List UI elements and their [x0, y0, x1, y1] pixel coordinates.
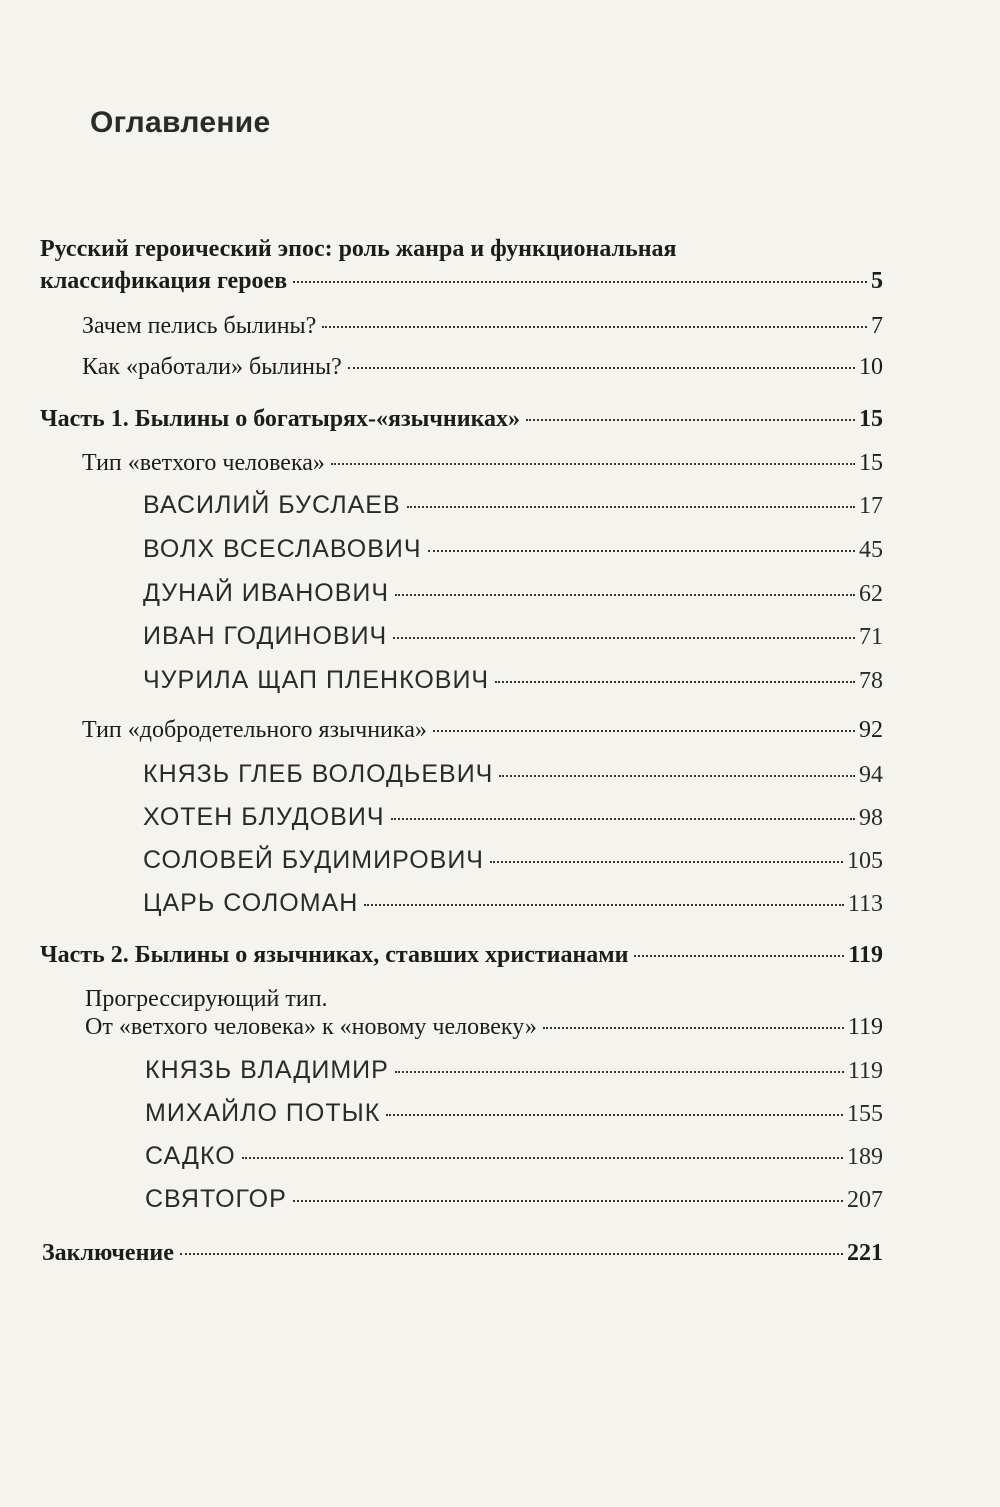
- page-title: Оглавление: [90, 106, 271, 139]
- toc-page-number: 78: [859, 668, 883, 694]
- toc-page-number: 113: [847, 891, 883, 917]
- toc-entry-hero[interactable]: [143, 622, 883, 651]
- toc-entry-label: Тип «добродетельного язычника»: [82, 717, 427, 743]
- toc-entry-label: ЦАРЬ СОЛОМАН: [143, 889, 359, 917]
- toc-entry-label: Тип «ветхого человека»: [82, 450, 325, 476]
- leader-dots: [490, 861, 843, 863]
- toc-page-number: 119: [848, 942, 883, 968]
- toc-entry-intro-line1: Русский героический эпос: роль жанра и функциональная: [40, 236, 677, 262]
- toc-entry-hero[interactable]: [143, 846, 883, 875]
- toc-page-number: 15: [859, 406, 883, 432]
- toc-entry-hero[interactable]: [145, 1056, 883, 1085]
- leader-dots: [393, 637, 855, 639]
- toc-entry-label: Заключение: [42, 1240, 174, 1266]
- leader-dots: [543, 1027, 844, 1029]
- toc-entry-hero[interactable]: [143, 666, 883, 695]
- leader-dots: [499, 775, 855, 777]
- toc-entry-label: ЧУРИЛА ЩАП ПЛЕНКОВИЧ: [143, 666, 490, 694]
- leader-dots: [348, 367, 855, 369]
- toc-page-number: 98: [859, 805, 883, 831]
- toc-page-number: 189: [847, 1144, 883, 1170]
- toc-entry-hero[interactable]: [145, 1185, 883, 1214]
- leader-dots: [395, 1071, 844, 1073]
- toc-entry-how-worked[interactable]: [82, 354, 883, 381]
- toc-entry-label: ДУНАЙ ИВАНОВИЧ: [143, 579, 390, 607]
- toc-entry-label: СВЯТОГОР: [145, 1185, 287, 1213]
- leader-dots: [407, 506, 855, 508]
- toc-entry-progressive-line1: Прогрессирующий тип.: [85, 986, 328, 1012]
- leader-dots: [331, 463, 855, 465]
- toc-page-number: 92: [859, 717, 883, 743]
- toc-page-number: 71: [859, 624, 883, 650]
- toc-entry-hero[interactable]: [143, 535, 883, 564]
- leader-dots: [322, 326, 867, 328]
- toc-page-number: 15: [859, 450, 883, 476]
- toc-entry-type-old[interactable]: [82, 450, 883, 477]
- toc-page-number: 7: [871, 313, 883, 339]
- toc-entry-label: ИВАН ГОДИНОВИЧ: [143, 622, 388, 650]
- toc-entry-label: Зачем пелись былины?: [82, 313, 317, 339]
- leader-dots: [634, 955, 844, 957]
- toc-entry-label: Часть 1. Былины о богатырях-«язычниках»: [40, 406, 521, 432]
- toc-entry-type-progressive[interactable]: [85, 1014, 883, 1041]
- toc-page-number: 155: [847, 1101, 883, 1127]
- leader-dots: [180, 1253, 843, 1255]
- leader-dots: [242, 1157, 843, 1159]
- toc-entry-label: СОЛОВЕЙ БУДИМИРОВИЧ: [143, 846, 484, 874]
- toc-entry-label: ВОЛХ ВСЕСЛАВОВИЧ: [143, 535, 422, 563]
- leader-dots: [386, 1114, 843, 1116]
- leader-dots: [293, 281, 867, 283]
- leader-dots: [495, 681, 855, 683]
- toc-entry-label: МИХАЙЛО ПОТЫК: [145, 1099, 381, 1127]
- toc-page-number: 119: [847, 1058, 883, 1084]
- leader-dots: [395, 594, 855, 596]
- toc-entry-type-virtuous[interactable]: [82, 717, 883, 744]
- toc-entry-hero[interactable]: [143, 579, 883, 608]
- toc-entry-intro[interactable]: [40, 268, 883, 295]
- toc-page-number: 45: [859, 537, 883, 563]
- toc-page-number: 221: [847, 1240, 883, 1266]
- toc-entry-hero[interactable]: [145, 1099, 883, 1128]
- toc-entry-hero[interactable]: [143, 889, 883, 918]
- toc-entry-label: Как «работали» былины?: [82, 354, 342, 380]
- toc-entry-hero[interactable]: [143, 491, 883, 520]
- leader-dots: [428, 550, 855, 552]
- toc-page-number: 5: [871, 268, 883, 294]
- toc-page-number: 10: [859, 354, 883, 380]
- toc-entry-label: классификация героев: [40, 268, 288, 294]
- toc-page-number: 119: [847, 1014, 883, 1040]
- toc-entry-part2[interactable]: [40, 942, 883, 969]
- toc-entry-hero[interactable]: [145, 1142, 883, 1171]
- leader-dots: [433, 730, 855, 732]
- toc-entry-label: Часть 2. Былины о язычниках, ставших христианами: [40, 942, 629, 968]
- leader-dots: [364, 904, 844, 906]
- toc-page-number: 94: [859, 762, 883, 788]
- toc-entry-hero[interactable]: [143, 803, 883, 832]
- toc-entry-label: От «ветхого человека» к «новому человеку»: [85, 1014, 537, 1040]
- toc-entry-label: КНЯЗЬ ГЛЕБ ВОЛОДЬЕВИЧ: [143, 760, 494, 788]
- toc-page-number: 207: [847, 1187, 883, 1213]
- toc-page-number: 17: [859, 493, 883, 519]
- toc-entry-hero[interactable]: [143, 760, 883, 789]
- leader-dots: [391, 818, 856, 820]
- toc-entry-label: ВАСИЛИЙ БУСЛАЕВ: [143, 491, 401, 519]
- toc-entry-label: ХОТЕН БЛУДОВИЧ: [143, 803, 385, 831]
- toc-entry-conclusion[interactable]: [42, 1240, 883, 1267]
- toc-entry-why-sung[interactable]: [82, 313, 883, 340]
- toc-page-number: 62: [859, 581, 883, 607]
- toc-entry-part1[interactable]: [40, 406, 883, 433]
- toc-entry-label: САДКО: [145, 1142, 236, 1170]
- toc-entry-label: КНЯЗЬ ВЛАДИМИР: [145, 1056, 389, 1084]
- toc-page-number: 105: [847, 848, 883, 874]
- leader-dots: [526, 419, 855, 421]
- leader-dots: [293, 1200, 843, 1202]
